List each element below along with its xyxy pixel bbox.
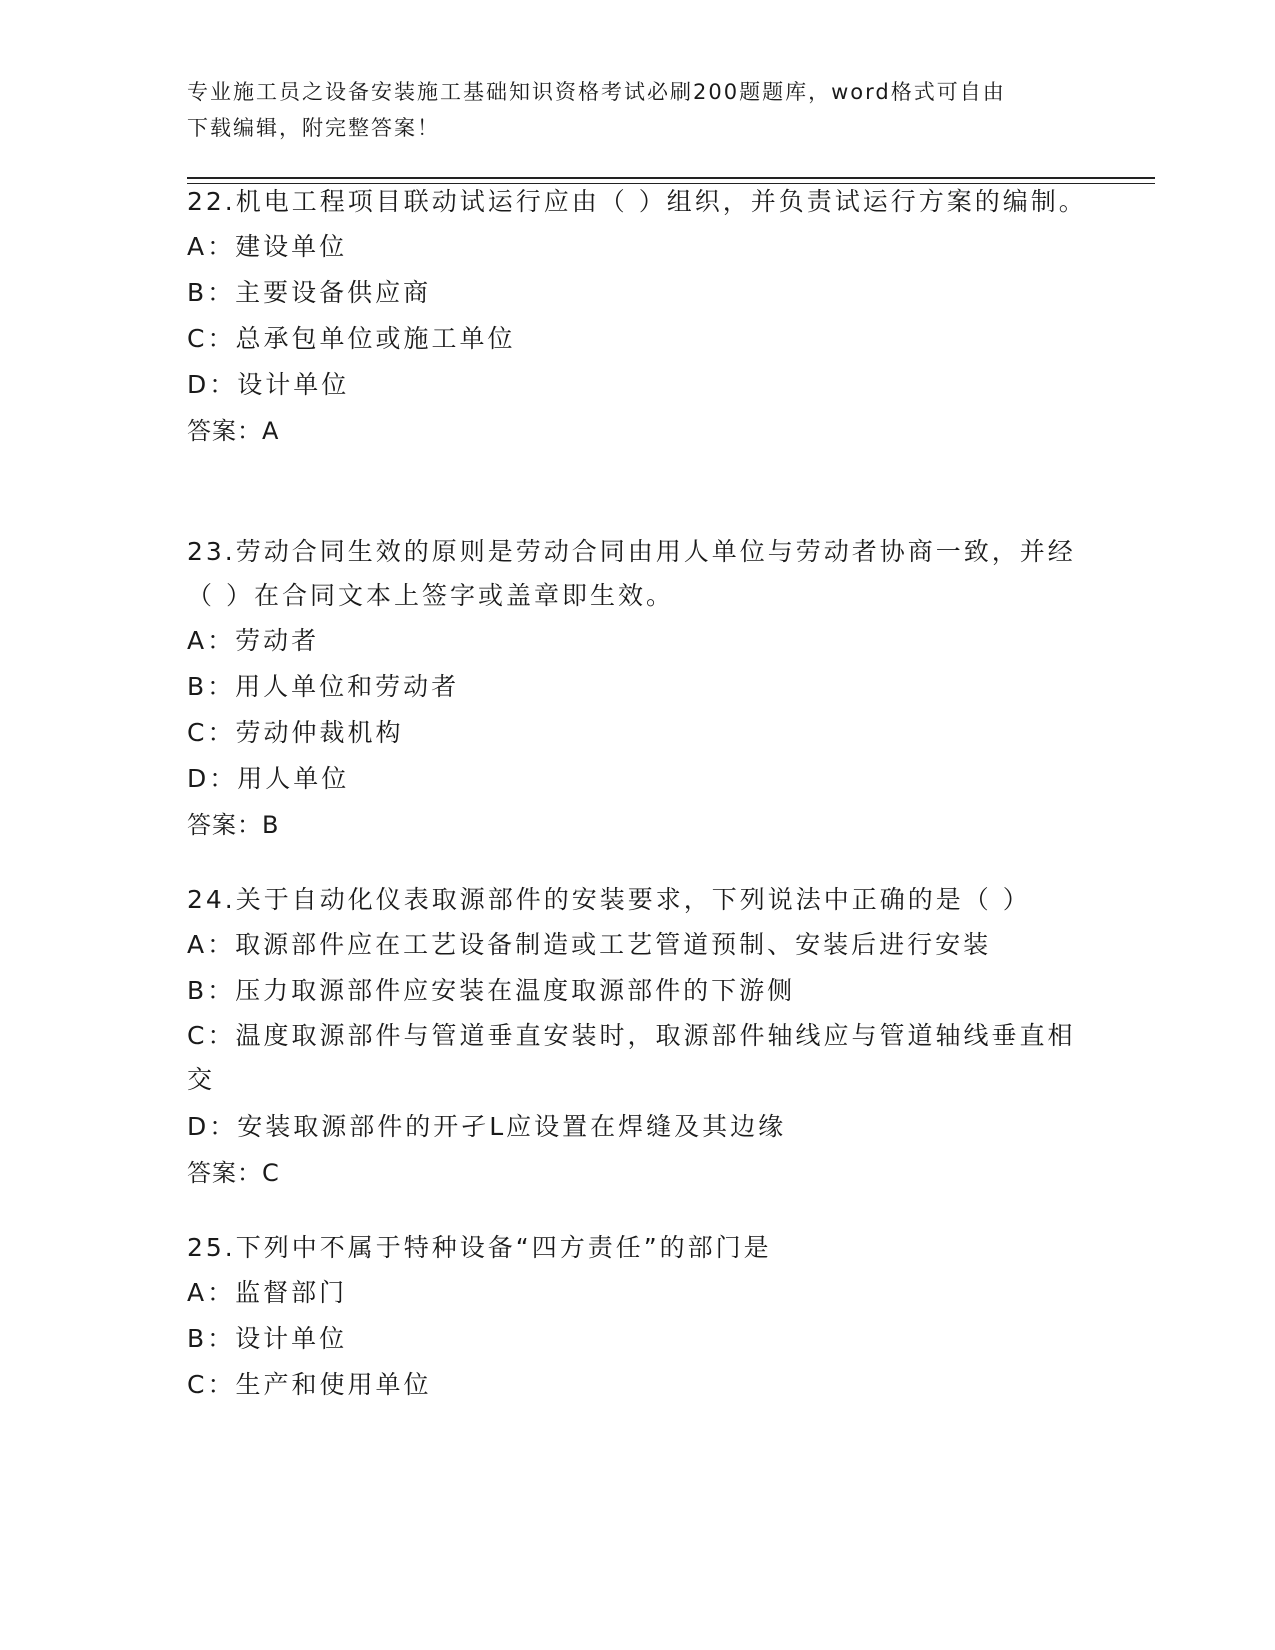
question-22 — [187, 180, 1087, 454]
answer-label: 答案： — [187, 417, 262, 445]
question-stem: 23.劳动合同生效的原则是劳动合同由用人单位与劳动者协商一致，并经（ ）在合同文本上签字或盖章即生效。 — [187, 537, 1076, 610]
question-stem: 25.下列中不属于特种设备“四方责任”的部门是 — [187, 1233, 772, 1262]
question-stem: 22.机电工程项目联动试运行应由（ ）组织，并负责试运行方案的编制。 — [187, 187, 1087, 216]
option-c: C：温度取源部件与管道垂直安装时，取源部件轴线应与管道轴线垂直相交 — [187, 1021, 1076, 1094]
option-d: D：用人单位 — [187, 764, 350, 793]
answer-line — [187, 408, 1087, 454]
option-c: C：劳动仲裁机构 — [187, 718, 404, 747]
header-line-1: 专业施工员之设备安装施工基础知识资格考试必刷200题题库，word格式可自由 — [187, 80, 1006, 104]
answer-value: A — [262, 417, 280, 445]
document-header — [187, 74, 1087, 146]
question-stem: 24.关于自动化仪表取源部件的安装要求，下列说法中正确的是（ ） — [187, 885, 1031, 914]
option-b: B：设计单位 — [187, 1324, 348, 1353]
option-a: A：劳动者 — [187, 626, 320, 655]
option-a: A：建设单位 — [187, 232, 348, 261]
question-23 — [187, 530, 1087, 848]
question-24 — [187, 878, 1087, 1196]
option-b: B：用人单位和劳动者 — [187, 672, 460, 701]
answer-line — [187, 802, 1087, 848]
option-d: D：设计单位 — [187, 370, 350, 399]
question-25 — [187, 1226, 1087, 1408]
option-c: C：生产和使用单位 — [187, 1370, 432, 1399]
header-line-2: 下载编辑，附完整答案！ — [187, 116, 440, 140]
option-a: A：取源部件应在工艺设备制造或工艺管道预制、安装后进行安装 — [187, 930, 992, 959]
option-a: A：监督部门 — [187, 1278, 348, 1307]
option-b: B：压力取源部件应安装在温度取源部件的下游侧 — [187, 976, 796, 1005]
answer-line — [187, 1150, 1087, 1196]
option-d: D：安装取源部件的开孑L应设置在焊缝及其边缘 — [187, 1112, 787, 1141]
answer-label: 答案： — [187, 811, 262, 839]
answer-value: C — [262, 1159, 280, 1187]
answer-value: B — [262, 811, 280, 839]
option-c: C：总承包单位或施工单位 — [187, 324, 516, 353]
header-divider-thick — [187, 177, 1155, 179]
option-b: B：主要设备供应商 — [187, 278, 432, 307]
answer-label: 答案： — [187, 1159, 262, 1187]
